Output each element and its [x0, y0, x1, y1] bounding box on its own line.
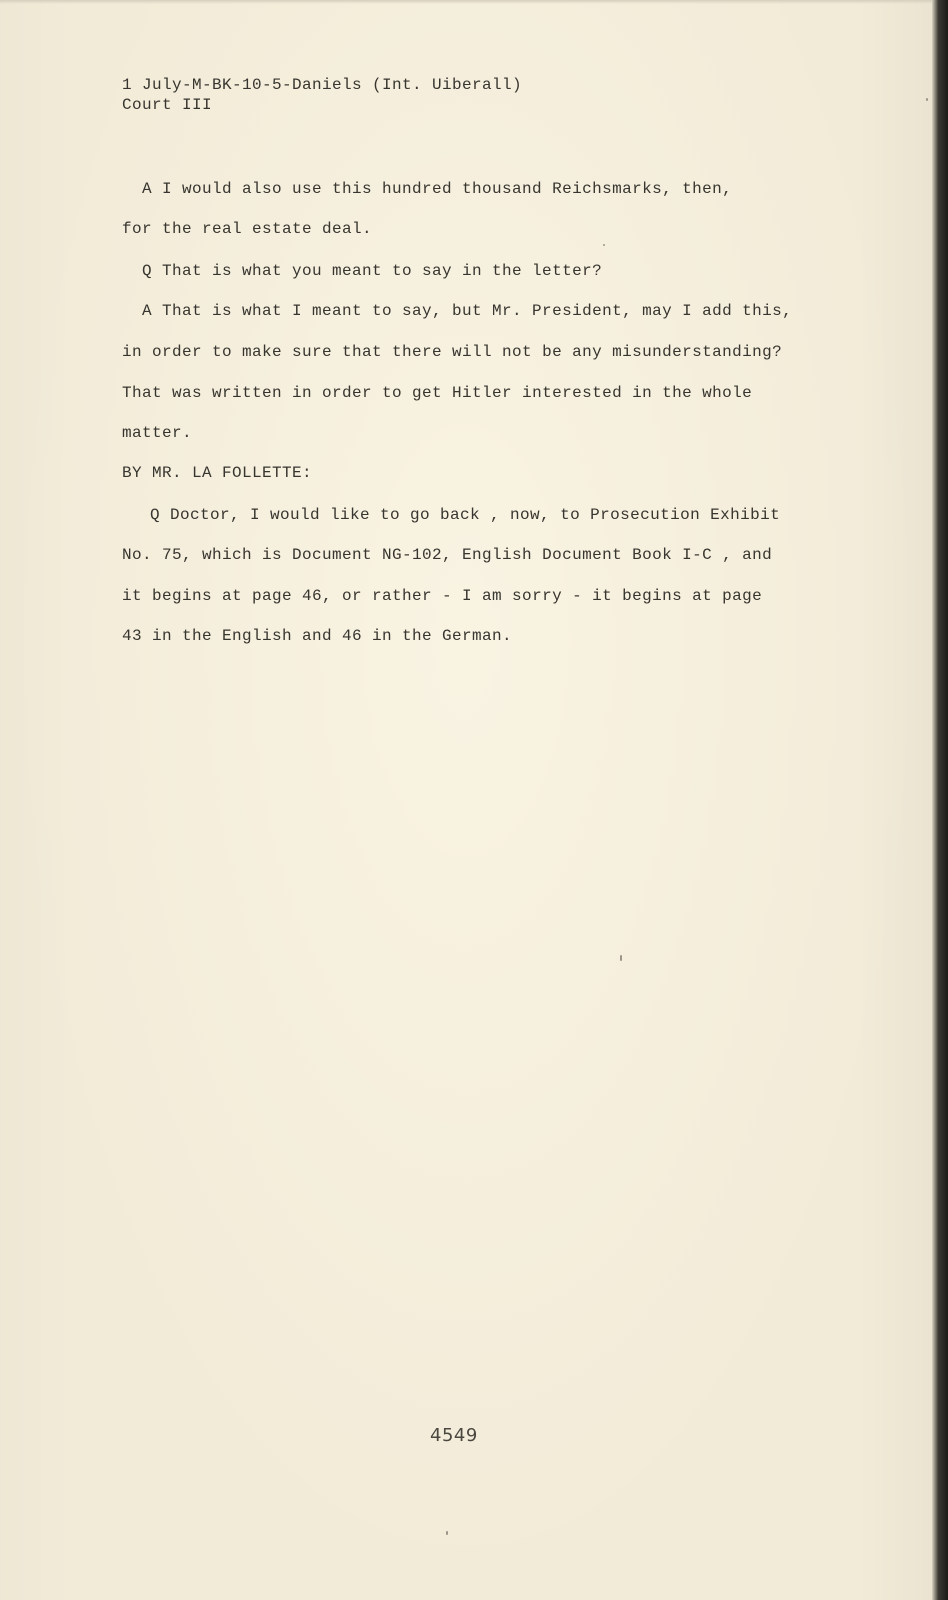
scan-edge-shadow [932, 0, 948, 1600]
transcript-line: matter. [122, 424, 193, 442]
paper-speck [620, 955, 622, 961]
paper-speck [603, 244, 605, 246]
paper-speck [446, 1531, 448, 1535]
header-line-1: 1 July-M-BK-10-5-Daniels (Int. Uiberall) [122, 76, 523, 94]
transcript-line: No. 75, which is Document NG-102, English Document Book I-C , and [122, 546, 773, 564]
transcript-line: for the real estate deal. [122, 220, 373, 238]
transcript-line: That was written in order to get Hitler interested in the whole [122, 384, 753, 402]
transcript-line: 43 in the English and 46 in the German. [122, 627, 513, 645]
page-top-edge [0, 0, 932, 4]
transcript-line: Q Doctor, I would like to go back , now, to Prosecution Exhibit [150, 506, 781, 524]
transcript-line: A I would also use this hundred thousand Reichsmarks, then, [142, 180, 733, 198]
transcript-line: A That is what I meant to say, but Mr. President, may I add this, [142, 302, 793, 320]
transcript-line: in order to make sure that there will not be any misunderstanding? [122, 343, 783, 361]
page-number: 4549 [430, 1425, 478, 1446]
speaker-heading: BY MR. LA FOLLETTE: [122, 464, 313, 482]
paper-speck [926, 98, 928, 101]
header-line-2: Court III [122, 96, 213, 114]
transcript-line: Q That is what you meant to say in the letter? [142, 262, 603, 280]
transcript-line: it begins at page 46, or rather - I am sorry - it begins at page [122, 587, 763, 605]
